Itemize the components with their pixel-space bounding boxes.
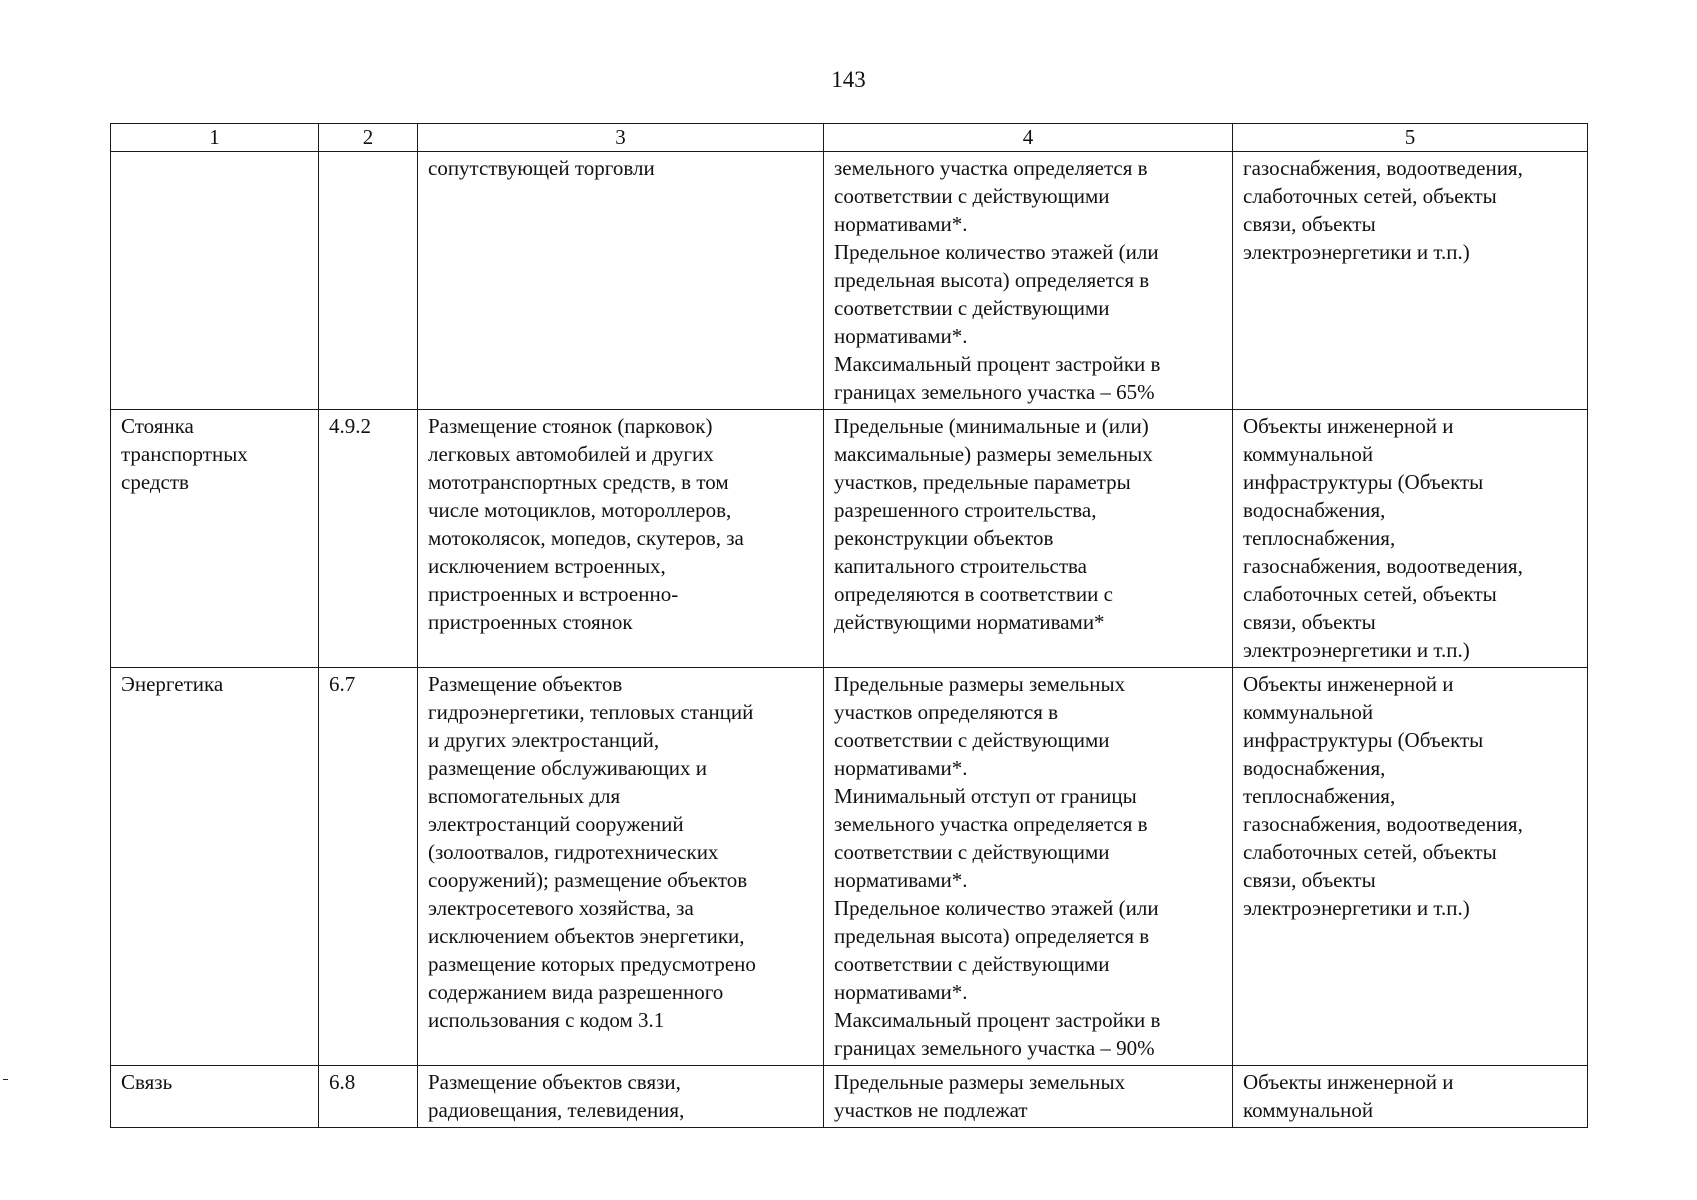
use-description-cell: Размещение объектов гидроэнергетики, тепловых станций и других электростанций, размещение обслуживающих и вспомогательных для электростанций сооружений (золоотвалов, гидротехнических сооружений); размещение объектов электросетевого хозяйства, за исключением объектов энергетики, размещение которых предусмотрено содержанием вида разрешенного использования с кодом 3.1 [418, 668, 824, 1066]
use-code-cell: 6.7 [319, 668, 418, 1066]
parameters-cell: земельного участка определяется в соответствии с действующими нормативами*. Предельное количество этажей (или предельная высота) определяется в соответствии с действующими нормативами*. Максимальный процент застройки в границах земельного участка – 65% [824, 152, 1233, 410]
use-code-cell [319, 152, 418, 410]
use-code-cell [319, 1066, 418, 1128]
parameters-cell: Предельные размеры земельных участков определяются в соответствии с действующими нормативами*. Минимальный отступ от границы земельного участка определяется в соответствии с действующими нормативами*. Предельное количество этажей (или предельная высота) определяется в соответствии с действующими нормативами*. Максимальный процент застройки в границах земельного участка – 90% [824, 668, 1233, 1066]
use-description-text: Размещение объектов связи, радиовещания, телевидения, [428, 1070, 685, 1122]
table-header-row [111, 124, 1588, 152]
column-number: 4 [824, 124, 1233, 152]
use-description-cell [418, 1066, 824, 1128]
column-number: 5 [1233, 124, 1588, 152]
objects-cell [1233, 1066, 1588, 1128]
column-number: 2 [319, 124, 418, 152]
page-number: 143 [831, 67, 866, 92]
table-row [111, 668, 1588, 1066]
use-name-cell: Стоянка транспортных средств [111, 410, 319, 668]
column-number: 3 [418, 124, 824, 152]
use-name-text: Связь [121, 1070, 173, 1094]
parameters-cell: Предельные (минимальные и (или) максимальные) размеры земельных участков, предельные параметры разрешенного строительства, реконструкции объектов капитального строительства определяются в соответствии с действующими нормативами* [824, 410, 1233, 668]
use-name-cell: Энергетика [111, 668, 319, 1066]
table-row [111, 1066, 1588, 1128]
objects-cell: Объекты инженерной и коммунальной инфраструктуры (Объекты водоснабжения, теплоснабжения, газоснабжения, водоотведения, слаботочных сетей, объекты связи, объекты электроэнергетики и т.п.) [1233, 410, 1588, 668]
objects-cell: Объекты инженерной и коммунальной инфраструктуры (Объекты водоснабжения, теплоснабжения, газоснабжения, водоотведения, слаботочных сетей, объекты связи, объекты электроэнергетики и т.п.) [1233, 668, 1588, 1066]
table-row [111, 410, 1588, 668]
parameters-text: Предельные размеры земельных участков не подлежат [834, 1070, 1126, 1122]
use-name-cell [111, 152, 319, 410]
margin-mark [3, 1079, 8, 1080]
objects-text: Объекты инженерной и коммунальной [1243, 1070, 1454, 1122]
table-row [111, 152, 1588, 410]
use-name-cell [111, 1066, 319, 1128]
parameters-cell [824, 1066, 1233, 1128]
use-description-cell: сопутствующей торговли [418, 152, 824, 410]
use-code-text: 6.8 [329, 1070, 356, 1094]
use-code-cell: 4.9.2 [319, 410, 418, 668]
land-use-table [110, 123, 1588, 1128]
objects-cell: газоснабжения, водоотведения, слаботочных сетей, объекты связи, объекты электроэнергетики и т.п.) [1233, 152, 1588, 410]
column-number: 1 [111, 124, 319, 152]
use-description-cell: Размещение стоянок (парковок) легковых автомобилей и других мототранспортных средств, в том числе мотоциклов, мотороллеров, мотоколясок, мопедов, скутеров, за исключением встроенных, пристроенных и встроенно- пристроенных стоянок [418, 410, 824, 668]
